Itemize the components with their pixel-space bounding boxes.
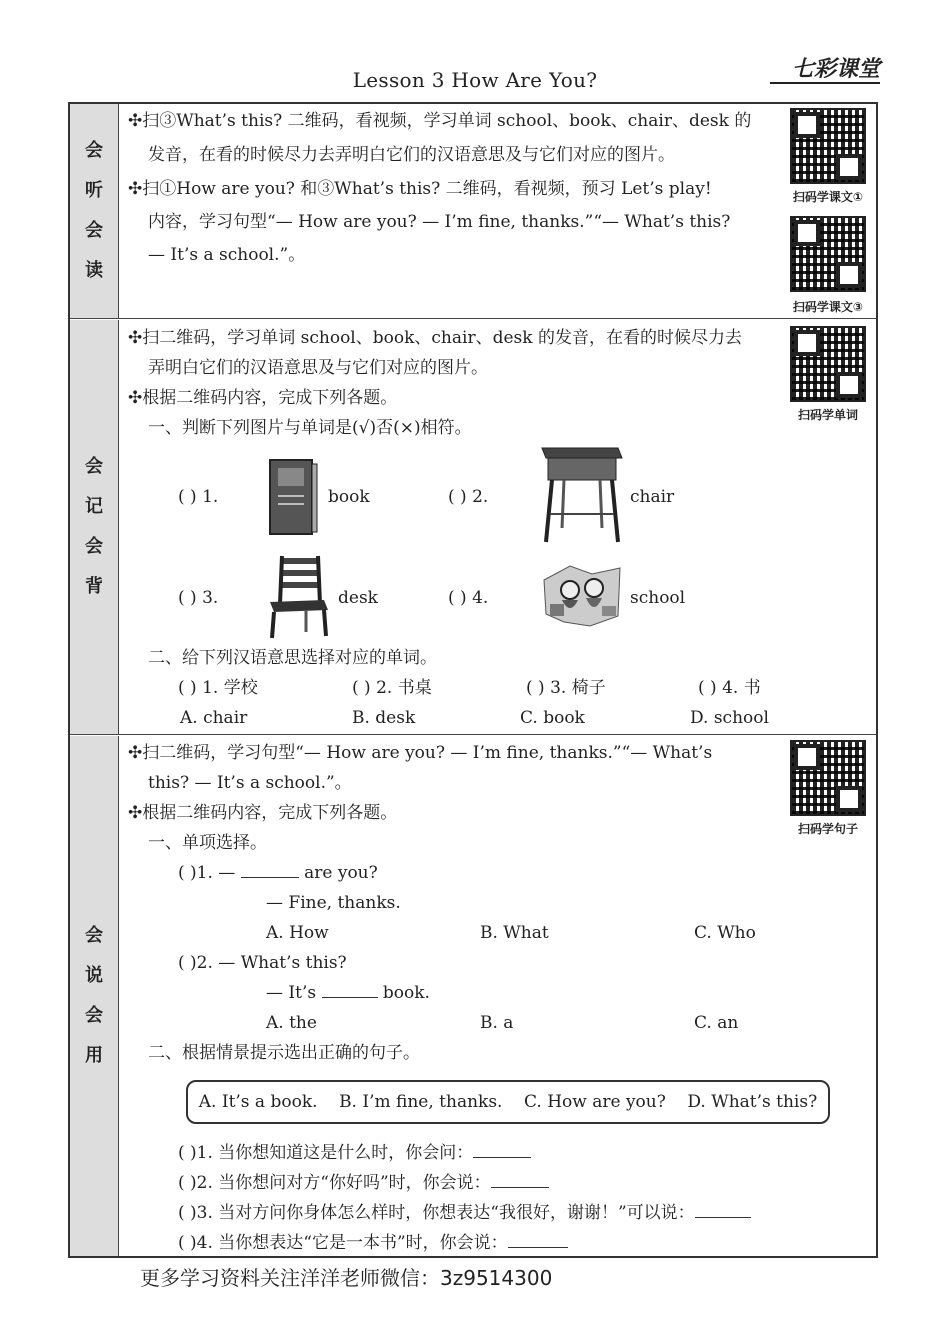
footer-note: 更多学习资料关注洋洋老师微信：3z9514300 xyxy=(140,1266,553,1290)
label-char: 会 xyxy=(85,925,103,946)
judge-item-2-bracket[interactable]: ( ) 2. xyxy=(448,487,489,507)
mc-q2-suffix: book. xyxy=(382,983,430,1003)
s2-line3: ✣根据二维码内容，完成下列各题。 xyxy=(128,388,398,408)
mc-q1-opt-c[interactable]: C. Who xyxy=(694,923,756,943)
box-opt-b: B. I’m fine, thanks. xyxy=(339,1092,503,1112)
match-opt-a: A. chair xyxy=(180,708,248,728)
situation-q4-blank[interactable] xyxy=(508,1247,568,1248)
situation-q2 xyxy=(178,1168,549,1198)
qr-caption: 扫码学课文③ xyxy=(792,300,864,314)
label-char: 读 xyxy=(85,260,103,281)
section-divider xyxy=(70,734,876,735)
situation-q3-text[interactable]: ( )3. 当对方问你身体怎么样时，你想表达“我很好，谢谢！”可以说： xyxy=(178,1203,695,1223)
s2-line2: 弄明白它们的汉语意思及与它们对应的图片。 xyxy=(148,358,488,378)
qr-code-icon[interactable] xyxy=(790,326,866,402)
mc-q2-opt-b[interactable]: B. a xyxy=(480,1013,514,1033)
match-opt-b: B. desk xyxy=(352,708,416,728)
label-char: 记 xyxy=(85,496,103,517)
match-q2[interactable]: ( ) 2. 书桌 xyxy=(352,678,432,698)
situation-q1-text[interactable]: ( )1. 当你想知道这是什么时，你会问： xyxy=(178,1143,474,1163)
judge-item-3-word: desk xyxy=(338,588,378,608)
situation-q4-text[interactable]: ( )4. 当你想表达“它是一本书”时，你会说： xyxy=(178,1233,508,1253)
s1-line1: ✣扫③What’s this? 二维码，看视频，学习单词 school、book、chair、desk 的 xyxy=(128,111,752,131)
sentence-options-box xyxy=(186,1080,830,1124)
s1-line4: 内容，学习句型“— How are you? — I’m fine, thanks.”“— What’s this? xyxy=(148,212,731,232)
mc-q2-prefix: — It’s xyxy=(266,983,317,1003)
qr-caption: 扫码学单词 xyxy=(797,408,858,422)
mc-q2-blank[interactable] xyxy=(322,997,378,998)
s2-part2: 二、给下列汉语意思选择对应的单词。 xyxy=(148,648,437,668)
match-q1[interactable]: ( ) 1. 学校 xyxy=(178,678,258,698)
s3-part1: 一、单项选择。 xyxy=(148,833,267,853)
mc-q1-blank[interactable] xyxy=(241,877,299,878)
judge-item-4-bracket[interactable]: ( ) 4. xyxy=(448,588,489,608)
label-char: 会 xyxy=(85,536,103,557)
judge-item-1-bracket[interactable]: ( ) 1. xyxy=(178,487,219,507)
mc-q2-opt-a[interactable]: A. the xyxy=(266,1013,317,1033)
section-divider xyxy=(70,318,876,319)
label-char: 用 xyxy=(85,1045,103,1066)
brand-underline xyxy=(770,82,880,84)
s1-line3: ✣扫①How are you? 和③What’s this? 二维码，看视频，预习 Let’s play! xyxy=(128,179,712,199)
mc-q1-prefix[interactable]: ( )1. — xyxy=(178,863,236,883)
page-title: Lesson 3 How Are You? xyxy=(352,68,598,92)
box-opt-d: D. What’s this? xyxy=(687,1092,818,1112)
situation-q1 xyxy=(178,1138,531,1168)
judge-item-1-word: book xyxy=(328,487,370,507)
label-char: 背 xyxy=(85,576,103,597)
situation-q1-blank[interactable] xyxy=(473,1157,531,1158)
mc-q1-line1 xyxy=(178,858,378,888)
mc-q2-line1[interactable]: ( )2. — What’s this? xyxy=(178,953,347,973)
s3-line2: this? — It’s a school.”。 xyxy=(148,773,352,793)
mc-q1-line2: — Fine, thanks. xyxy=(266,893,401,913)
situation-q3 xyxy=(178,1198,751,1228)
mc-q1-opt-b[interactable]: B. What xyxy=(480,923,549,943)
section-label-listen-read xyxy=(70,104,119,318)
section-label-memorize xyxy=(70,320,119,734)
qr-caption: 扫码学句子 xyxy=(797,822,858,836)
qr-code-icon[interactable] xyxy=(790,740,866,816)
qr-caption: 扫码学课文① xyxy=(792,190,864,204)
qr-code-icon[interactable] xyxy=(790,216,866,292)
mc-q2-line2 xyxy=(266,978,430,1008)
box-opt-c: C. How are you? xyxy=(524,1092,666,1112)
section-label-speak-use xyxy=(70,736,119,1256)
match-q3[interactable]: ( ) 3. 椅子 xyxy=(526,678,606,698)
s1-line5: — It’s a school.”。 xyxy=(148,245,306,265)
situation-q3-blank[interactable] xyxy=(695,1217,751,1218)
label-char: 说 xyxy=(85,965,103,986)
s3-part2: 二、根据情景提示选出正确的句子。 xyxy=(148,1043,420,1063)
s3-line1: ✣扫二维码，学习句型“— How are you? — I’m fine, thanks.”“— What’s xyxy=(128,743,713,763)
match-opt-d: D. school xyxy=(690,708,769,728)
chair-image xyxy=(266,554,332,640)
situation-q2-blank[interactable] xyxy=(491,1187,549,1188)
situation-q4 xyxy=(178,1228,568,1258)
desk-image xyxy=(538,444,624,546)
label-char: 会 xyxy=(85,140,103,161)
judge-item-4-word: school xyxy=(630,588,686,608)
mc-q1-opt-a[interactable]: A. How xyxy=(266,923,329,943)
judge-item-2-word: chair xyxy=(630,487,675,507)
box-opt-a: A. It’s a book. xyxy=(198,1092,318,1112)
s3-line3: ✣根据二维码内容，完成下列各题。 xyxy=(128,803,398,823)
book-image xyxy=(268,456,318,538)
label-char: 会 xyxy=(85,220,103,241)
label-char: 会 xyxy=(85,456,103,477)
label-char: 会 xyxy=(85,1005,103,1026)
s2-part1: 一、判断下列图片与单词是(√)否(×)相符。 xyxy=(148,418,472,438)
s2-line1: ✣扫二维码，学习单词 school、book、chair、desk 的发音，在看的时候尽力去 xyxy=(128,328,742,348)
mc-q2-opt-c[interactable]: C. an xyxy=(694,1013,739,1033)
s1-line2: 发音，在看的时候尽力去弄明白它们的汉语意思及与它们对应的图片。 xyxy=(148,145,675,165)
situation-q2-text[interactable]: ( )2. 当你想问对方“你好吗”时，你会说： xyxy=(178,1173,491,1193)
label-char: 听 xyxy=(85,180,103,201)
brand-logo: 七彩课堂 xyxy=(791,57,880,82)
match-q4[interactable]: ( ) 4. 书 xyxy=(698,678,761,698)
qr-code-icon[interactable] xyxy=(790,108,866,184)
school-image xyxy=(540,560,624,632)
judge-item-3-bracket[interactable]: ( ) 3. xyxy=(178,588,219,608)
mc-q1-suffix: are you? xyxy=(304,863,378,883)
match-opt-c: C. book xyxy=(520,708,585,728)
